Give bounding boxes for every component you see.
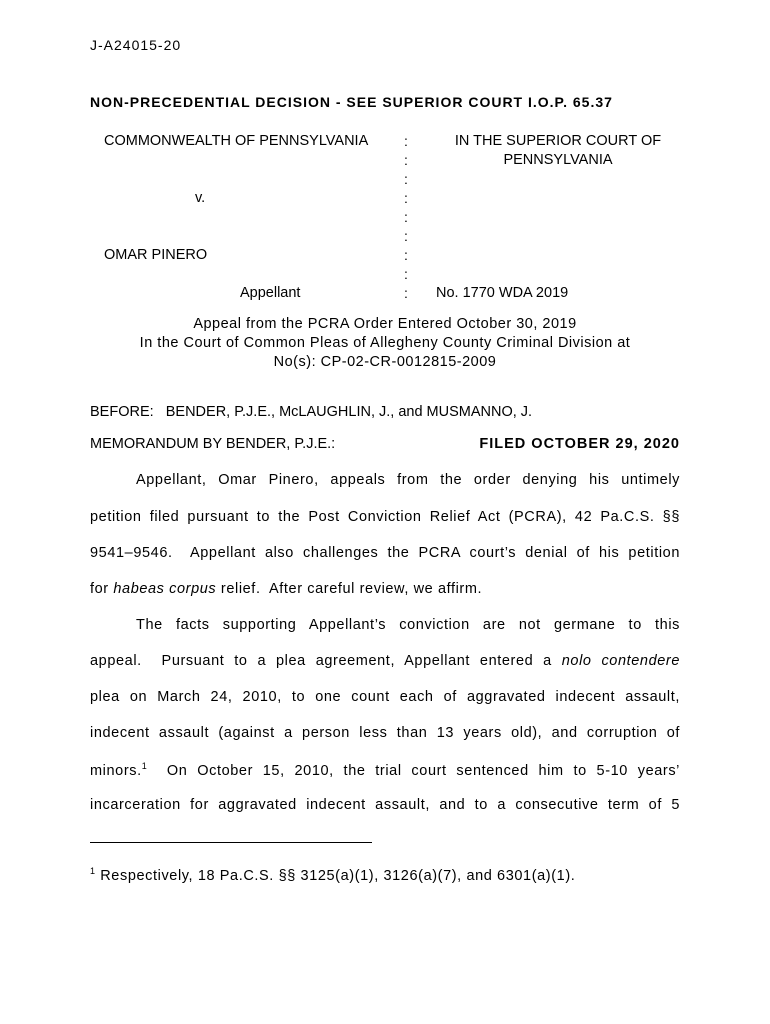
habeas-corpus-term: habeas corpus (113, 581, 217, 597)
appeal-info-line2: In the Court of Common Pleas of Allegheny County Criminal Division at (139, 335, 631, 351)
caption-party1: COMMONWEALTH OF PENNSYLVANIA (104, 133, 369, 149)
paragraph2-line1: The facts supporting Appellant’s conviction are not germane to this (136, 617, 680, 633)
footnote-1-marker: 1 (90, 866, 96, 876)
appeal-number: No. 1770 WDA 2019 (436, 285, 569, 301)
caption-party2: OMAR PINERO (104, 247, 208, 263)
appeal-info-line3: No(s): CP-02-CR-0012815-2009 (273, 354, 497, 370)
paragraph2-line2: appeal. Pursuant to a plea agreement, Appellant entered a nolo contendere (90, 653, 680, 669)
court-name-line1: IN THE SUPERIOR COURT OF (454, 133, 662, 149)
before-panel: BEFORE: BENDER, P.J.E., McLAUGHLIN, J., and MUSMANNO, J. (90, 404, 533, 420)
paragraph2-line4: indecent assault (against a person less than 13 years old), and corruption of (90, 725, 680, 741)
footnote-marker[interactable]: 1 (141, 761, 148, 771)
caption-colon: : (404, 209, 408, 225)
caption-colon: : (404, 190, 408, 206)
paragraph2-line3: plea on March 24, 2010, to one count each of aggravated indecent assault, (90, 689, 680, 705)
memorandum-author: MEMORANDUM BY BENDER, P.J.E.: (90, 436, 336, 452)
nolo-contendere-term: nolo contendere (561, 653, 680, 669)
docket-id: J-A24015-20 (90, 37, 182, 53)
caption-colon: : (404, 266, 408, 282)
non-precedential-banner: NON-PRECEDENTIAL DECISION - SEE SUPERIOR COURT I.O.P. 65.37 (90, 94, 613, 110)
paragraph1-line1: Appellant, Omar Pinero, appeals from the order denying his untimely (136, 472, 680, 488)
filed-date: FILED OCTOBER 29, 2020 (479, 436, 680, 452)
paragraph1-line3: 9541–9546. Appellant also challenges the PCRA court’s denial of his petition (90, 545, 680, 561)
appeal-info-line1: Appeal from the PCRA Order Entered October 30, 2019 (193, 316, 577, 332)
footnote-divider (90, 842, 372, 843)
caption-role: Appellant (240, 285, 301, 301)
caption-colon: : (404, 133, 408, 149)
caption-versus: v. (195, 190, 206, 206)
paragraph1-line2: petition filed pursuant to the Post Conviction Relief Act (PCRA), 42 Pa.C.S. §§ (90, 509, 680, 525)
paragraph1-line4: for habeas corpus relief. After careful review, we affirm. (90, 581, 483, 597)
caption-colon: : (404, 247, 408, 263)
caption-colon: : (404, 171, 408, 187)
paragraph2-line6: incarceration for aggravated indecent assault, and to a consecutive term of 5 (90, 797, 680, 813)
caption-colon: : (404, 285, 408, 301)
footnote-1: $^1$ Respectively, 18 Pa.C.S. §§ 3125(a)(1), 3126(a)(7), and 6301(a)(1). (90, 866, 576, 884)
paragraph2-line5: minors.$^1$ On October 15, 2010, the trial court sentenced him to 5-10 years’ (90, 761, 680, 779)
caption-colon: : (404, 152, 408, 168)
court-name-line2: PENNSYLVANIA (503, 152, 613, 168)
caption-colon: : (404, 228, 408, 244)
